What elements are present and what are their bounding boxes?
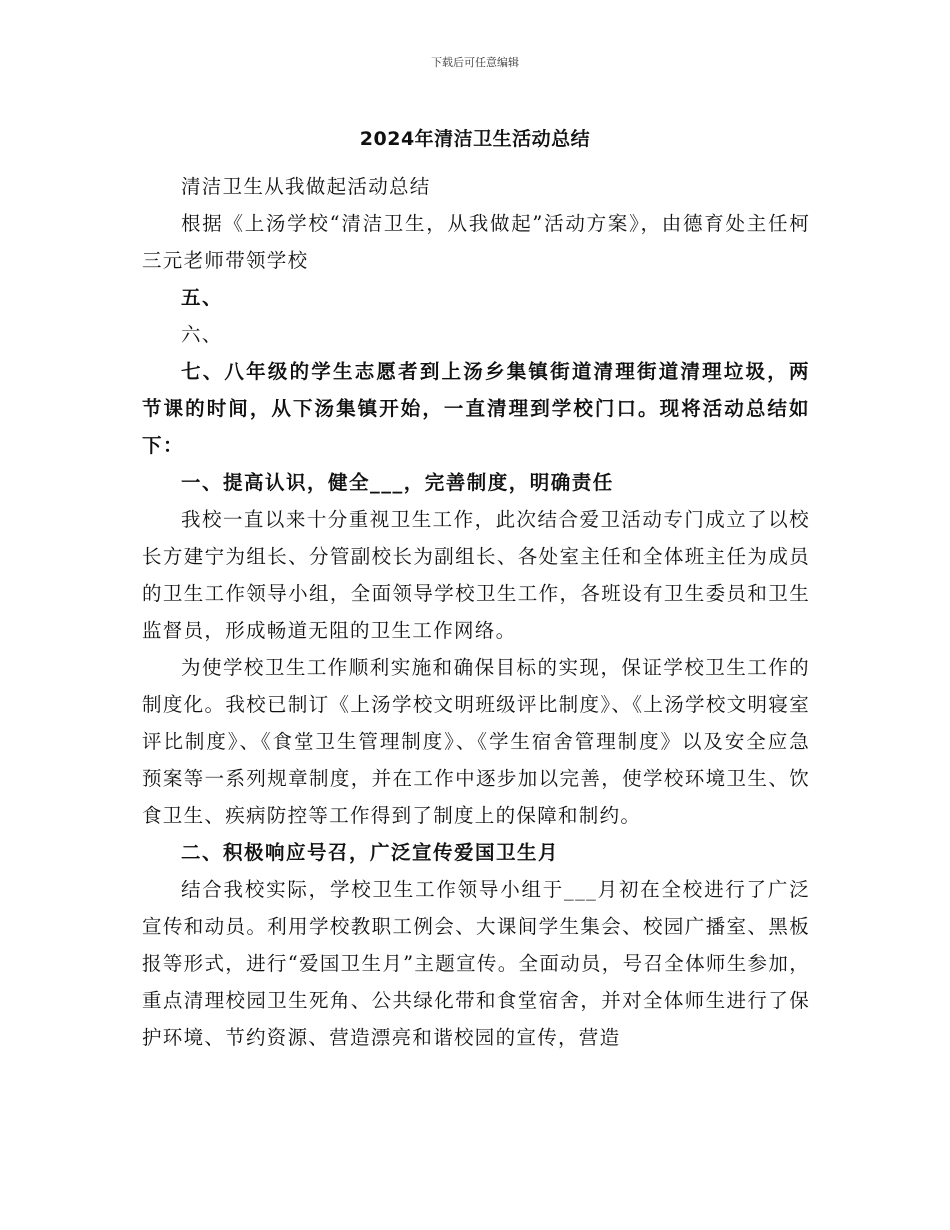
paragraph-section-1a: 我校一直以来十分重视卫生工作，此次结合爱卫活动专门成立了以校长方建宁为组长、分管副校长为副组长、各处室主任和全体班主任为成员的卫生工作领导小组，全面领导学校卫生工作，各班设有卫生委员和卫生监督员，形成畅道无阻的卫生工作网络。: [142, 508, 810, 642]
paragraph-item-seven: 七、八年级的学生志愿者到上汤乡集镇街道清理街道清理垃圾，两节课的时间，从下汤集镇开始，一直清理到学校门口。现将活动总结如下：: [142, 360, 810, 457]
document-body: [142, 168, 810, 1056]
paragraph-section-2a: 结合我校实际，学校卫生工作领导小组于___月初在全校进行了广泛宣传和动员。利用学校教职工例会、大课间学生集会、校园广播室、黑板报等形式，进行“爱国卫生月”主题宣传。全面动员，号召全体师生参加，重点清理校园卫生死角、公共绿化带和食堂宿舍，并对全体师生进行了保护环境、节约资源、营造漂亮和谐校园的宣传，营造: [142, 878, 810, 1049]
section-heading-1: 一、提高认识，健全___，完善制度，明确责任: [181, 471, 614, 494]
paragraph-item-five: 五、: [181, 286, 224, 309]
paragraph-intro: 根据《上汤学校“清洁卫生，从我做起”活动方案》，由德育处主任柯三元老师带领学校: [142, 212, 810, 272]
paragraph-subtitle: 清洁卫生从我做起活动总结: [181, 175, 431, 198]
page-title: 2024年清洁卫生活动总结: [359, 128, 591, 150]
section-heading-2: 二、积极响应号召，广泛宣传爱国卫生月: [181, 841, 560, 864]
paragraph-section-1b: 为使学校卫生工作顺利实施和确保目标的实现，保证学校卫生工作的制度化。我校已制订《上汤学校文明班级评比制度》、《上汤学校文明寝室评比制度》、《食堂卫生管理制度》、《学生宿舍管理制度》以及安全应急预案等一系列规章制度，并在工作中逐步加以完善，使学校环境卫生、饮食卫生、疾病防控等工作得到了制度上的保障和制约。: [142, 656, 810, 827]
paragraph-item-six: 六、: [181, 323, 223, 346]
header-note: 下载后可任意编辑: [431, 56, 519, 69]
